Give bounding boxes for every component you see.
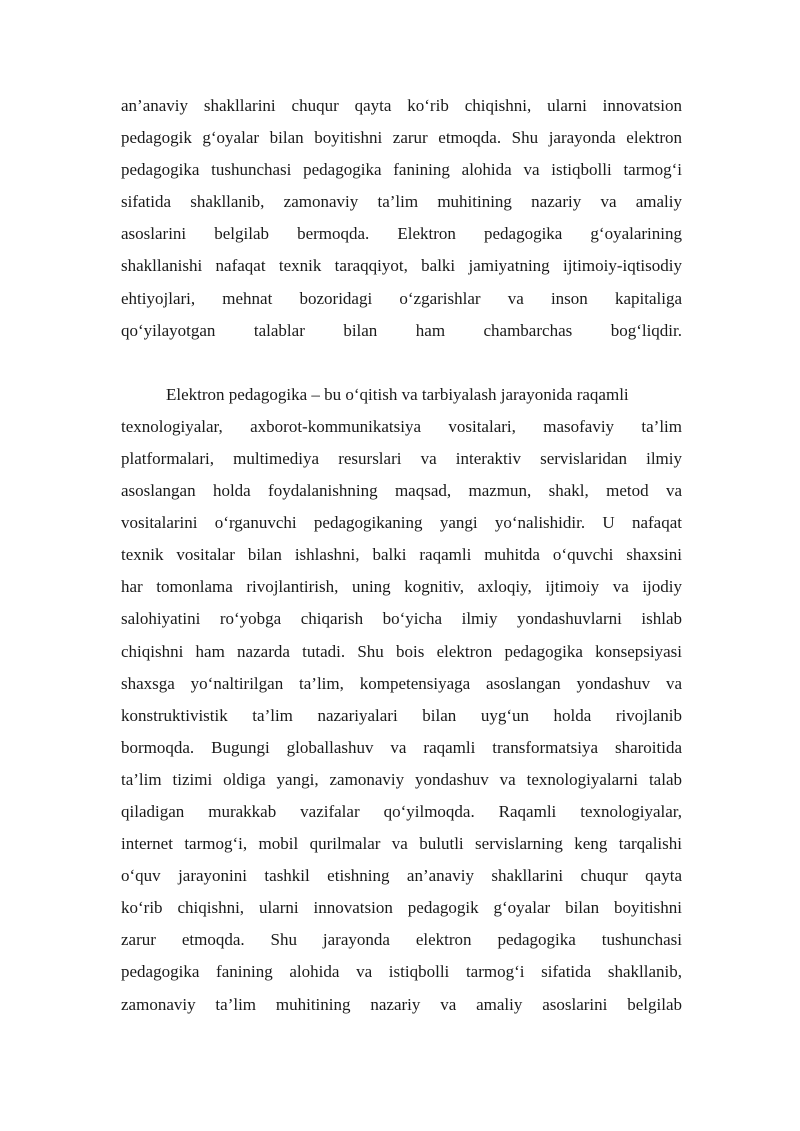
text-line: pedagogika fanining alohida va istiqbolli tarmog‘i sifatida shakllanib, bbox=[121, 962, 682, 982]
text-line: chiqishni ham nazarda tutadi. Shu bois elektron pedagogika konsepsiyasi bbox=[121, 641, 682, 661]
text-line: ko‘rib chiqishni, ularni innovatsion pedagogik g‘oyalar bilan boyitishni bbox=[121, 898, 682, 918]
text-line: texnik vositalar bilan ishlashni, balki raqamli muhitda o‘quvchi shaxsini bbox=[121, 545, 682, 565]
text-line: ehtiyojlari, mehnat bozoridagi o‘zgarishlar va inson kapitaliga bbox=[121, 288, 682, 308]
text-line: shakllanishi nafaqat texnik taraqqiyot, balki jamiyatning ijtimoiy-iqtisodiy bbox=[121, 256, 682, 276]
text-line: shaxsga yo‘naltirilgan ta’lim, kompetensiyaga asoslangan yondashuv va bbox=[121, 673, 682, 693]
text-line: konstruktivistik ta’lim nazariyalari bilan uyg‘un holda rivojlanib bbox=[121, 705, 682, 725]
text-line: qo‘yilayotgan talablar bilan ham chambarchas bog‘liqdir. bbox=[121, 320, 682, 340]
text-line: pedagogik g‘oyalar bilan boyitishni zarur etmoqda. Shu jarayonda elektron bbox=[121, 128, 682, 148]
paragraph-spacer bbox=[121, 347, 682, 379]
text-line: asoslangan holda foydalanishning maqsad, mazmun, shakl, metod va bbox=[121, 481, 682, 501]
text-line: qiladigan murakkab vazifalar qo‘yilmoqda. Raqamli texnologiyalar, bbox=[121, 801, 682, 821]
text-line: har tomonlama rivojlantirish, uning kognitiv, axloqiy, ijtimoiy va ijodiy bbox=[121, 577, 682, 597]
text-line: asoslarini belgilab bermoqda. Elektron pedagogika g‘oyalarining bbox=[121, 224, 682, 244]
text-line: sifatida shakllanib, zamonaviy ta’lim muhitining nazariy va amaliy bbox=[121, 192, 682, 212]
text-line: an’anaviy shakllarini chuqur qayta ko‘rib chiqishni, ularni innovatsion bbox=[121, 96, 682, 115]
text-line: platformalari, multimediya resurslari va interaktiv servislaridan ilmiy bbox=[121, 448, 682, 468]
text-line: ta’lim tizimi oldiga yangi, zamonaviy yondashuv va texnologiyalarni talab bbox=[121, 769, 682, 789]
document-page bbox=[121, 90, 682, 1021]
text-line: zarur etmoqda. Shu jarayonda elektron pedagogika tushunchasi bbox=[121, 930, 682, 950]
paragraph-1 bbox=[121, 90, 682, 347]
text-line: zamonaviy ta’lim muhitining nazariy va amaliy asoslarini belgilab bbox=[121, 994, 682, 1014]
text-line-indented: Elektron pedagogika – bu o‘qitish va tarbiyalash jarayonida raqamli bbox=[166, 384, 629, 404]
text-line: texnologiyalar, axborot-kommunikatsiya vositalari, masofaviy ta’lim bbox=[121, 416, 682, 436]
paragraph-2 bbox=[121, 379, 682, 1021]
text-line: salohiyatini ro‘yobga chiqarish bo‘yicha ilmiy yondashuvlarni ishlab bbox=[121, 609, 682, 629]
text-line: vositalarini o‘rganuvchi pedagogikaning yangi yo‘nalishidir. U nafaqat bbox=[121, 513, 682, 533]
text-line: pedagogika tushunchasi pedagogika fanining alohida va istiqbolli tarmog‘i bbox=[121, 160, 682, 180]
text-line: internet tarmog‘i, mobil qurilmalar va bulutli servislarning keng tarqalishi bbox=[121, 834, 682, 854]
text-line: bormoqda. Bugungi globallashuv va raqamli transformatsiya sharoitida bbox=[121, 737, 682, 757]
text-line: o‘quv jarayonini tashkil etishning an’anaviy shakllarini chuqur qayta bbox=[121, 866, 682, 886]
